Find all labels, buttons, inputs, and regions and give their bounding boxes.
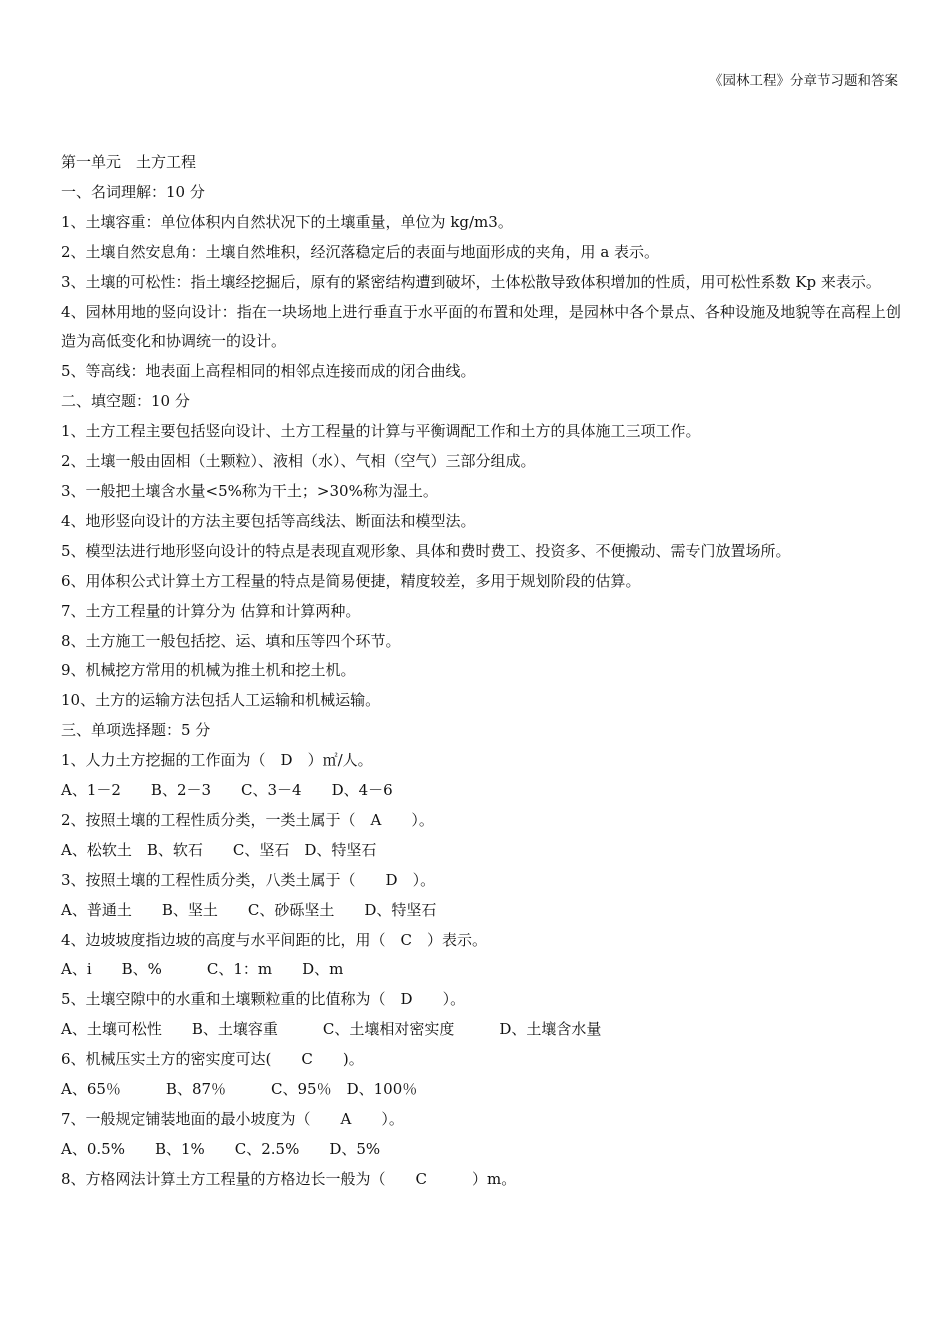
- fill-item: 6、用体积公式计算土方工程量的特点是简易便捷，精度较差，多用于规划阶段的估算。: [61, 571, 641, 590]
- term-item: 2、土壤自然安息角：土壤自然堆积，经沉落稳定后的表面与地面形成的夹角，用 a 表示。: [61, 242, 660, 261]
- choice-options: A、1－2 B、2－3 C、3－4 D、4－6: [61, 781, 393, 800]
- fill-item: 5、模型法进行地形竖向设计的特点是表现直观形象、具体和费时费工、投资多、不便搬动、需专门放置场所。: [61, 541, 791, 560]
- choice-options: A、土壤可松性 B、土壤容重 C、土壤相对密实度 D、土壤含水量: [61, 1020, 602, 1039]
- document-body: [61, 148, 901, 1195]
- fill-item: 4、地形竖向设计的方法主要包括等高线法、断面法和模型法。: [61, 511, 476, 530]
- choice-question: 6、机械压实土方的密实度可达( C )。: [61, 1050, 364, 1069]
- section-heading-terms: 一、名词理解：10 分: [61, 182, 205, 201]
- choice-question: 8、方格网法计算土方工程量的方格边长一般为（ C ）m。: [61, 1169, 517, 1188]
- section-heading-fill: 二、填空题：10 分: [61, 392, 190, 411]
- section-heading-choice: 三、单项选择题：5 分: [61, 721, 211, 740]
- choice-options: A、0.5% B、1% C、2.5% D、5%: [61, 1139, 381, 1158]
- page-header: 《园林工程》分章节习题和答案: [709, 73, 898, 89]
- fill-item: 8、土方施工一般包括挖、运、填和压等四个环节。: [61, 631, 401, 650]
- choice-options: A、i B、% C、1：m D、m: [61, 960, 344, 979]
- term-item: 5、等高线：地表面上高程相同的相邻点连接而成的闭合曲线。: [61, 362, 476, 381]
- choice-question: 1、人力土方挖掘的工作面为（ D ）㎡/人。: [61, 751, 373, 770]
- fill-item: 2、土壤一般由固相（土颗粒）、液相（水）、气相（空气）三部分组成。: [61, 452, 536, 471]
- fill-item: 7、土方工程量的计算分为 估算和计算两种。: [61, 601, 361, 620]
- choice-question: 2、按照土壤的工程性质分类，一类土属于（ A ）。: [61, 810, 434, 829]
- choice-options: A、松软土 B、软石 C、坚石 D、特坚石: [61, 840, 377, 859]
- fill-item: 9、机械挖方常用的机械为推土机和挖土机。: [61, 661, 356, 680]
- fill-item: 10、土方的运输方法包括人工运输和机械运输。: [61, 691, 381, 710]
- fill-item: 3、一般把土壤含水量<5%称为干土；>30%称为湿土。: [61, 481, 438, 500]
- choice-options: A、65％ B、87％ C、95％ D、100％: [61, 1080, 418, 1099]
- unit-title: 第一单元 土方工程: [61, 153, 197, 171]
- choice-question: 4、边坡坡度指边坡的高度与水平间距的比，用（ C ）表示。: [61, 930, 488, 949]
- choice-question: 3、按照土壤的工程性质分类，八类土属于（ D ）。: [61, 870, 436, 889]
- term-item: 4、园林用地的竖向设计：指在一块场地上进行垂直于水平面的布置和处理，是园林中各个景点、各种设施及地貌等在高程上创造为高低变化和协调统一的设计。: [61, 302, 901, 351]
- choice-question: 7、一般规定铺装地面的最小坡度为（ A ）。: [61, 1110, 404, 1128]
- term-item: 1、土壤容重：单位体积内自然状况下的土壤重量，单位为 kg/m3。: [61, 212, 513, 231]
- choice-question: 5、土壤空隙中的水重和土壤颗粒重的比值称为（ D ）。: [61, 990, 466, 1009]
- choice-options: A、普通土 B、坚土 C、砂砾坚土 D、特坚石: [61, 900, 437, 919]
- fill-item: 1、土方工程主要包括竖向设计、土方工程量的计算与平衡调配工作和土方的具体施工三项工作。: [61, 422, 701, 441]
- term-item: 3、土壤的可松性：指土壤经挖掘后，原有的紧密结构遭到破坏，土体松散导致体积增加的性质，用可松性系数 Kp 来表示。: [61, 272, 881, 291]
